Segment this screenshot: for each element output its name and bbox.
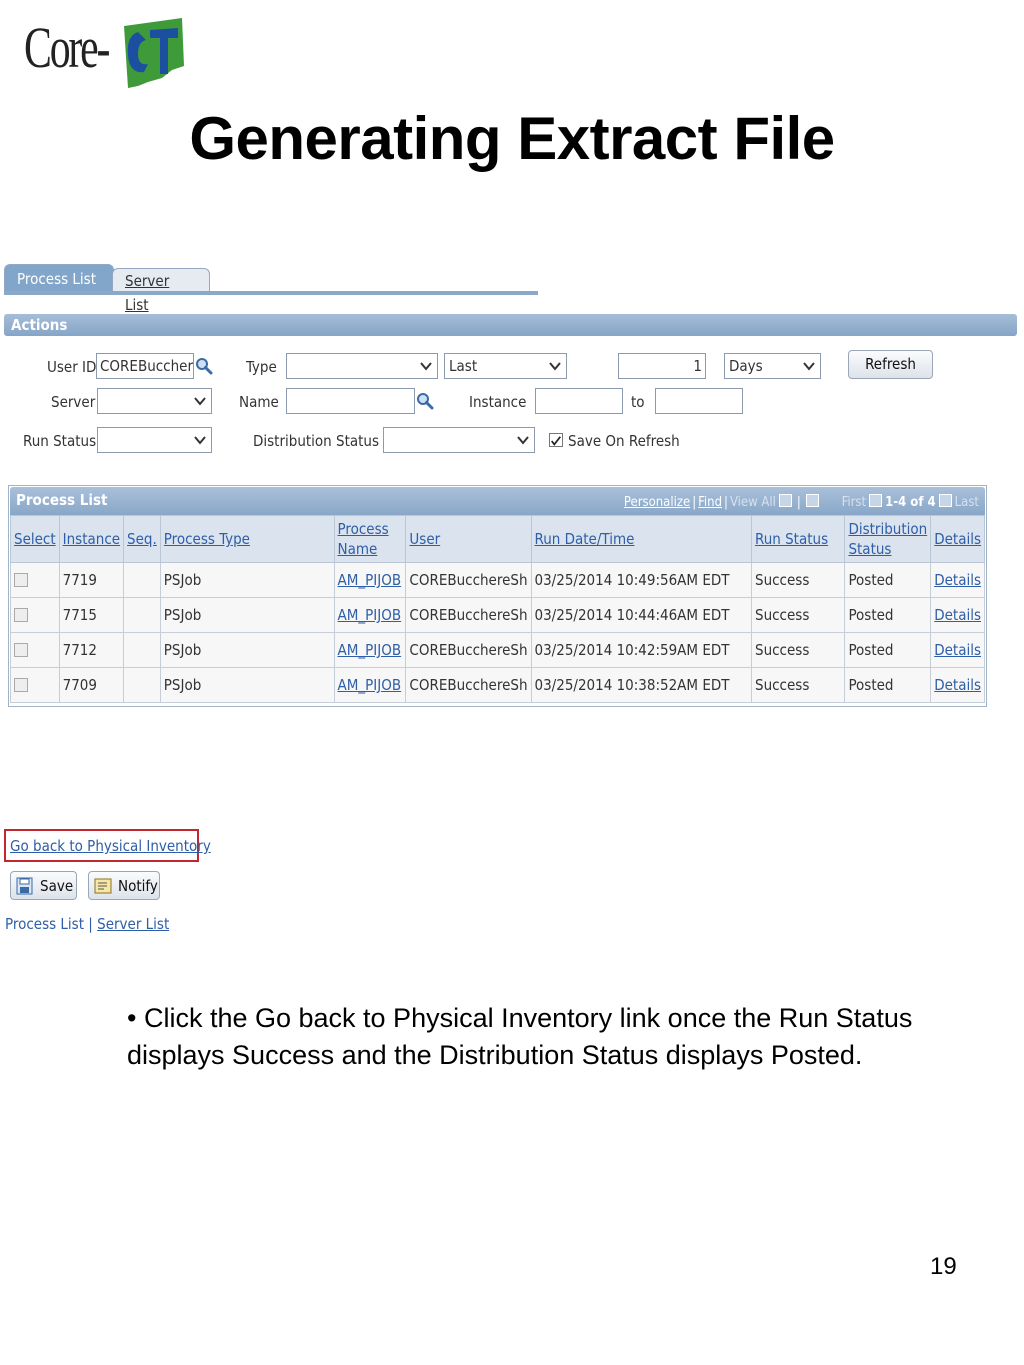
tab-server-list[interactable] [112, 268, 210, 314]
run-status-cell: Success [752, 668, 845, 703]
spreadsheet-icon[interactable] [806, 494, 819, 507]
details-link[interactable]: Details [931, 563, 985, 598]
process-type-cell: PSJob [160, 598, 334, 633]
name-lookup-icon[interactable] [416, 392, 434, 410]
process-type-cell: PSJob [160, 668, 334, 703]
find-link[interactable]: Find [698, 495, 723, 510]
select-cell [11, 633, 60, 668]
previous-arrow-icon[interactable] [869, 494, 882, 507]
process-type-cell: PSJob [160, 563, 334, 598]
table-row [11, 633, 985, 668]
user-id-label: User ID [47, 358, 97, 376]
run-date-time-cell: 03/25/2014 10:49:56AM EDT [531, 563, 752, 598]
view-all-link[interactable]: View All [729, 495, 776, 510]
next-arrow-icon[interactable] [939, 494, 952, 507]
slide-title: Generating Extract File [189, 105, 835, 172]
instruction-bullet: • Click the Go back to Physical Inventory link once the Run Status displays Success and the Distribution Status displays Posted. [127, 1003, 913, 1070]
run-status-cell: Success [752, 598, 845, 633]
footer-server-list-link[interactable]: Server List [97, 915, 170, 933]
chevron-down-icon [548, 359, 562, 373]
column-header-process-name[interactable]: Process Name [334, 516, 406, 563]
refresh-button[interactable]: Refresh [848, 350, 933, 379]
personalize-link[interactable]: Personalize [623, 495, 691, 510]
page-tabs [4, 264, 538, 314]
save-on-refresh-label: Save On Refresh [568, 432, 680, 450]
run-status-select[interactable] [97, 427, 212, 453]
table-row [11, 563, 985, 598]
select-cell [11, 563, 60, 598]
row-range: 1-4 of 4 [885, 495, 936, 510]
grid-navigation: Personalize | Find | View All | First 1-4 of 4 Last [623, 495, 979, 510]
process-name-link[interactable]: AM_PIJOB [334, 563, 406, 598]
instance-cell: 7715 [59, 598, 123, 633]
distribution-status-cell: Posted [845, 633, 931, 668]
column-header-user[interactable]: User [406, 516, 531, 563]
user-cell: COREBucchereSh [406, 668, 531, 703]
column-header-instance[interactable]: Instance [59, 516, 123, 563]
run-date-time-cell: 03/25/2014 10:38:52AM EDT [531, 668, 752, 703]
instance-to-input[interactable] [655, 388, 743, 414]
details-link[interactable]: Details [931, 668, 985, 703]
row-select-checkbox[interactable] [14, 678, 28, 692]
chevron-down-icon [193, 433, 207, 447]
seq-cell [124, 633, 161, 668]
new-window-icon[interactable] [779, 494, 792, 507]
last-select-value: Last [449, 357, 478, 375]
footer-process-list-link[interactable]: Process List [5, 915, 84, 933]
details-link[interactable]: Details [931, 633, 985, 668]
page-number: 19 [930, 1253, 957, 1280]
count-input[interactable]: 1 [618, 353, 706, 379]
chevron-down-icon [802, 359, 816, 373]
to-label: to [631, 393, 645, 411]
last-link[interactable]: Last [954, 495, 979, 510]
tab-divider [4, 291, 538, 295]
tab-process-list[interactable]: Process List [4, 264, 114, 293]
save-button-label: Save [40, 877, 74, 895]
run-status-cell: Success [752, 633, 845, 668]
process-list-rows [11, 563, 985, 703]
process-name-link[interactable]: AM_PIJOB [334, 598, 406, 633]
column-header-select[interactable]: Select [11, 516, 60, 563]
notify-button-label: Notify [118, 877, 158, 895]
instance-cell: 7712 [59, 633, 123, 668]
go-back-to-physical-inventory-link[interactable]: Go back to Physical Inventory [10, 837, 211, 855]
distribution-status-label: Distribution Status [253, 432, 380, 450]
save-icon [16, 877, 33, 895]
user-cell: COREBucchereSh [406, 633, 531, 668]
distribution-status-select[interactable] [383, 427, 535, 453]
checkmark-icon [550, 435, 562, 447]
seq-cell [124, 563, 161, 598]
column-header-run-status[interactable]: Run Status [752, 516, 845, 563]
distribution-status-cell: Posted [845, 598, 931, 633]
actions-header: Actions [4, 314, 1017, 336]
footer-links [5, 915, 169, 933]
details-link[interactable]: Details [931, 598, 985, 633]
column-header-distribution-status[interactable]: Distribution Status [845, 516, 931, 563]
name-input[interactable] [286, 388, 415, 414]
process-list-title: Process List [16, 491, 108, 509]
last-select[interactable] [444, 353, 567, 379]
column-header-seq[interactable]: Seq. [124, 516, 161, 563]
instance-from-input[interactable] [535, 388, 623, 414]
user-cell: COREBucchereSh [406, 563, 531, 598]
process-list-header [10, 487, 985, 515]
run-date-time-cell: 03/25/2014 10:44:46AM EDT [531, 598, 752, 633]
save-on-refresh-checkbox[interactable] [549, 433, 563, 447]
chevron-down-icon [419, 359, 433, 373]
notify-icon [94, 878, 112, 894]
row-select-checkbox[interactable] [14, 573, 28, 587]
instance-label: Instance [469, 393, 527, 411]
footer-separator: | [84, 915, 98, 933]
instance-cell: 7719 [59, 563, 123, 598]
seq-cell [124, 668, 161, 703]
column-header-run-date-time[interactable]: Run Date/Time [531, 516, 752, 563]
column-header-details[interactable]: Details [931, 516, 985, 563]
select-cell [11, 598, 60, 633]
server-label: Server [51, 393, 96, 411]
chevron-down-icon [516, 433, 530, 447]
process-name-link[interactable]: AM_PIJOB [334, 668, 406, 703]
save-button[interactable] [10, 871, 77, 900]
first-link[interactable]: First [841, 495, 867, 510]
user-id-lookup-icon[interactable] [195, 357, 213, 375]
select-cell [11, 668, 60, 703]
process-list-table [10, 515, 985, 703]
seq-cell [124, 598, 161, 633]
type-select[interactable] [286, 353, 438, 379]
row-select-checkbox[interactable] [14, 608, 28, 622]
user-id-input[interactable]: COREBuccher [96, 353, 194, 379]
column-header-process-type[interactable]: Process Type [160, 516, 334, 563]
chevron-down-icon [193, 394, 207, 408]
days-select-value: Days [729, 357, 763, 375]
process-name-link[interactable]: AM_PIJOB [334, 633, 406, 668]
server-select[interactable] [97, 388, 212, 414]
go-back-highlight [4, 829, 211, 862]
user-cell: COREBucchereSh [406, 598, 531, 633]
table-row [11, 668, 985, 703]
instance-cell: 7709 [59, 668, 123, 703]
tab-server-list-label: Server List [125, 272, 170, 314]
days-select[interactable] [724, 353, 821, 379]
name-label: Name [239, 393, 279, 411]
table-header-row [11, 516, 985, 563]
type-label: Type [246, 358, 277, 376]
logo-wordmark: Core- [24, 15, 109, 80]
core-ct-logo [22, 10, 182, 96]
table-row [11, 598, 985, 633]
run-date-time-cell: 03/25/2014 10:42:59AM EDT [531, 633, 752, 668]
connecticut-logo-icon [118, 12, 188, 90]
process-type-cell: PSJob [160, 633, 334, 668]
row-select-checkbox[interactable] [14, 643, 28, 657]
notify-button[interactable] [88, 871, 160, 900]
run-status-label: Run Status [23, 432, 97, 450]
run-status-cell: Success [752, 563, 845, 598]
distribution-status-cell: Posted [845, 668, 931, 703]
distribution-status-cell: Posted [845, 563, 931, 598]
